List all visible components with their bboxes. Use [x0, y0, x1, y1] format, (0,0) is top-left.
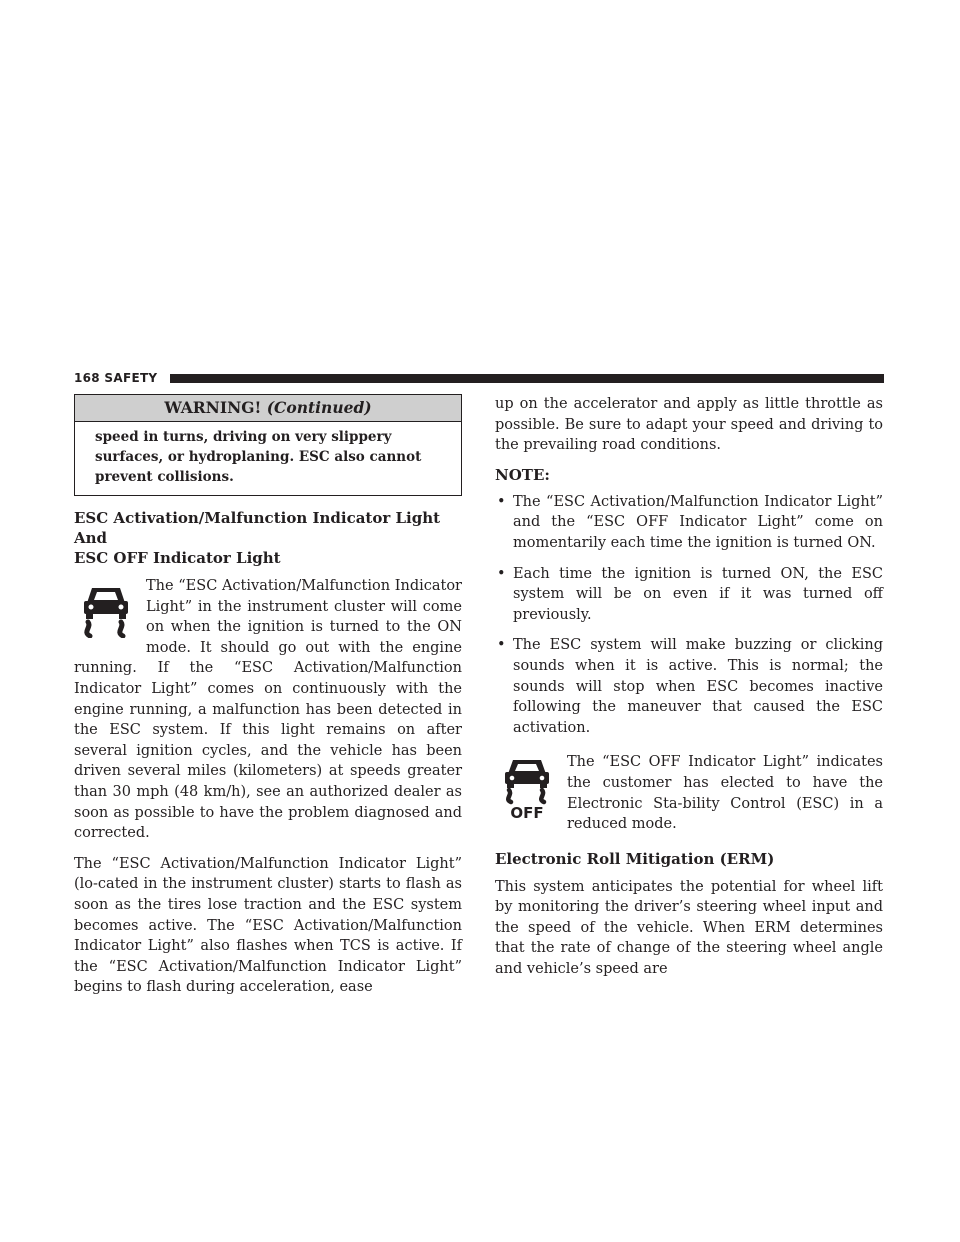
section-heading-esc-indicator — [74, 508, 462, 568]
note-bullet-item: • The ESC system will make buzzing or clicking sounds when it is active. This is normal; the sounds will stop when ESC becomes inactive following the maneuver that caused the ESC activation. — [495, 635, 883, 738]
continued-paragraph: up on the accelerator and apply as little throttle as possible. Be sure to adapt your speed and driving to the prevailing road conditions. — [495, 396, 883, 454]
section-heading-line1: ESC Activation/Malfunction Indicator Light And — [74, 509, 441, 547]
section-heading-erm: Electronic Roll Mitigation (ERM) — [495, 849, 775, 868]
header-rule — [170, 374, 884, 383]
esc-off-indicator-icon — [497, 758, 559, 820]
section-heading-line2: ESC OFF Indicator Light — [74, 549, 281, 567]
page-header-label: 168 SAFETY — [74, 371, 158, 385]
warning-body: speed in turns, driving on very slippery surfaces, or hydroplaning. ESC also cannot prevent collisions. — [95, 429, 422, 485]
note-bullet-list — [495, 492, 883, 739]
erm-paragraph: This system anticipates the potential for wheel lift by monitoring the driver’s steering wheel input and the speed of the vehicle. When ERM determines that the rate of change of the steering wheel angle and vehicle’s speed are — [495, 878, 883, 978]
esc-activation-indicator-icon — [76, 584, 138, 638]
right-column — [495, 394, 883, 990]
esc-off-icon-text: OFF — [510, 804, 544, 821]
esc-off-paragraph: The “ESC OFF Indicator Light” indicates the customer has elected to have the Electronic Sta-bility Control (ESC) in a reduced mode. — [567, 754, 883, 833]
esc-indicator-paragraph-1: The “ESC Activation/Malfunction Indicator Light” in the instrument cluster will come on when the ignition is turned to the ON mode. It should go out with the engine running. If the “ESC Activation/Malfunction Indicator Light” comes on continuously with the engine running, a malfunction has been detected in the ESC system. If this light remains on after several ignition cycles, and the vehicle has been driven several miles (kilometers) at speeds greater than 30 mph (48 km/h), see an authorized dealer as soon as possible to have the problem diagnosed and corrected. — [74, 578, 462, 842]
left-column — [74, 394, 462, 1008]
warning-box — [74, 394, 462, 496]
warning-header — [75, 395, 461, 422]
note-bullet-item: • The “ESC Activation/Malfunction Indicator Light” and the “ESC OFF Indicator Light” come on momentarily each time the ignition is turned ON. — [495, 492, 883, 554]
warning-continued: (Continued) — [266, 398, 372, 417]
warning-title: WARNING! — [164, 398, 262, 417]
note-label: NOTE: — [495, 465, 550, 484]
esc-indicator-paragraph-2: The “ESC Activation/Malfunction Indicator Light” (lo-cated in the instrument cluster) starts to flash as soon as the tires lose traction and the ESC system becomes active. The “ESC Activation/Malfunction Indicator Light” also flashes when TCS is active. If the “ESC Activation/Malfunction Indicator Light” begins to flash during acceleration, ease — [74, 855, 462, 996]
note-bullet-item: • Each time the ignition is turned ON, the ESC system will be on even if it was turned off previously. — [495, 564, 883, 626]
